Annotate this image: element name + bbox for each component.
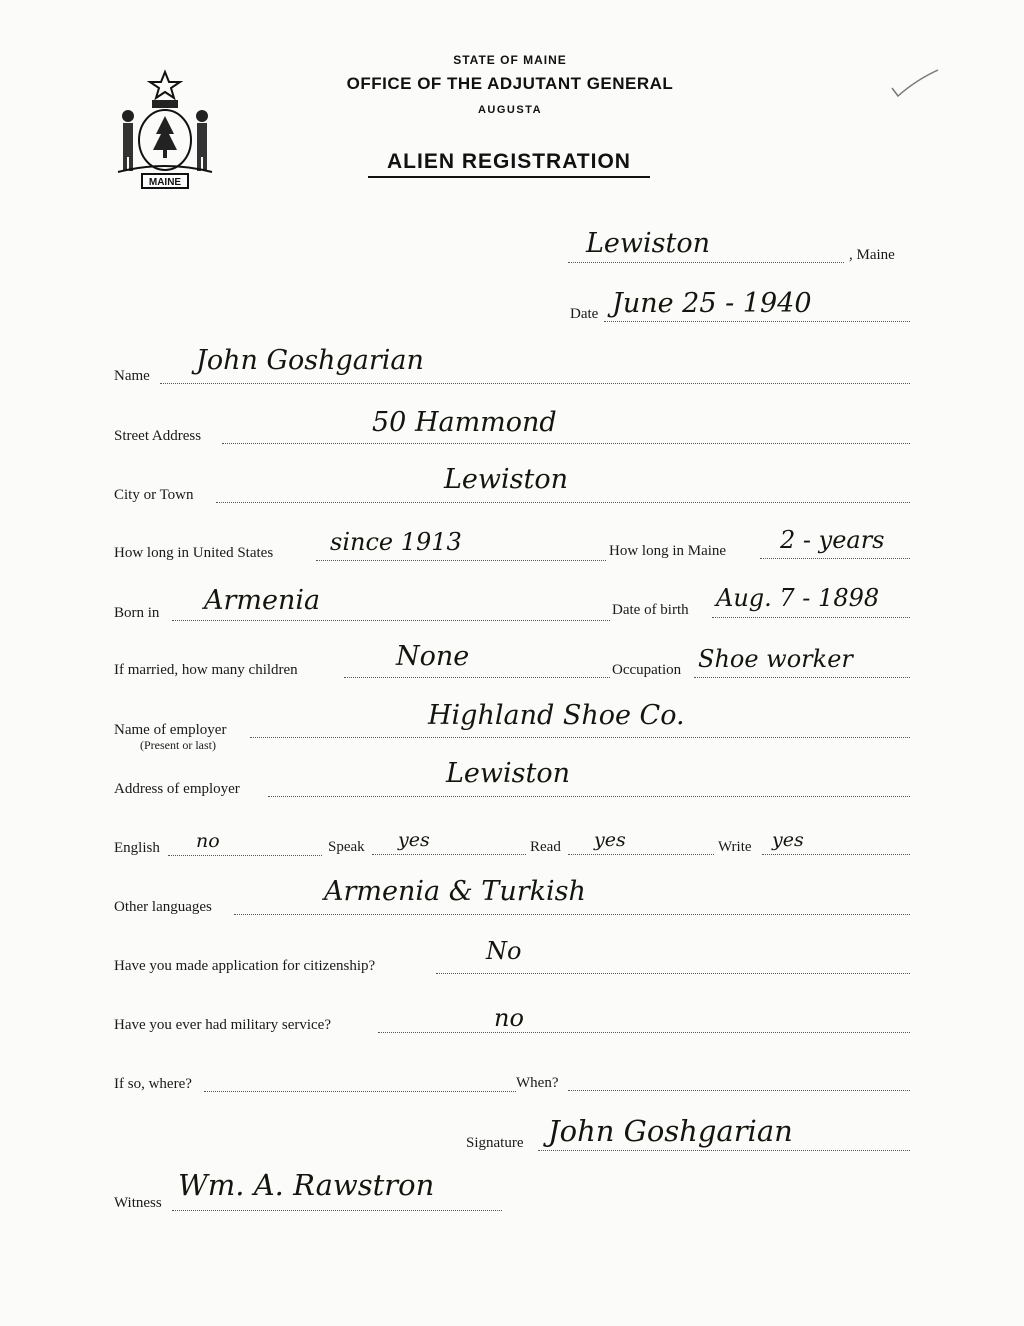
where-line (204, 1091, 516, 1092)
office-heading: OFFICE OF THE ADJUTANT GENERAL (346, 74, 674, 93)
signature-line (538, 1150, 910, 1151)
occupation-line (694, 677, 910, 678)
seal-text: MAINE (148, 177, 182, 188)
other-lang-line (234, 914, 910, 915)
write-line (762, 854, 910, 855)
city-heading: AUGUSTA (477, 104, 543, 116)
signature-label: Signature (466, 1135, 524, 1151)
citizenship-label: Have you made application for citizenship? (114, 958, 376, 974)
other-lang-value[interactable]: Armenia & Turkish (324, 876, 586, 907)
born-in-line (172, 620, 610, 621)
military-value[interactable]: no (494, 1004, 524, 1032)
date-line (604, 321, 910, 322)
read-label: Read (530, 839, 561, 855)
city-town-label: City or Town (114, 487, 194, 503)
street-line (222, 443, 910, 444)
witness-value[interactable]: Wm. A. Rawstron (178, 1168, 435, 1202)
how-long-me-line (760, 558, 910, 559)
state-heading: STATE OF MAINE (453, 53, 567, 67)
witness-line (172, 1210, 502, 1211)
check-mark-icon (888, 66, 940, 100)
other-lang-label: Other languages (114, 899, 212, 915)
occupation-value[interactable]: Shoe worker (698, 645, 853, 673)
speak-label: Speak (328, 839, 365, 855)
employer-addr-value[interactable]: Lewiston (446, 758, 571, 789)
employer-line (250, 737, 910, 738)
when-line (568, 1090, 910, 1091)
how-long-us-value[interactable]: since 1913 (330, 528, 462, 556)
citizenship-value[interactable]: No (486, 937, 522, 965)
occupation-label: Occupation (612, 662, 682, 678)
write-label: Write (718, 839, 752, 855)
military-label: Have you ever had military service? (114, 1017, 331, 1033)
street-value[interactable]: 50 Hammond (372, 407, 557, 438)
when-label: When? (516, 1075, 559, 1091)
city-town-line (216, 502, 910, 503)
english-value[interactable]: no (196, 830, 220, 852)
how-long-us-label: How long in United States (114, 545, 274, 561)
read-line (568, 854, 714, 855)
military-line (378, 1032, 910, 1033)
children-label: If married, how many children (114, 662, 298, 678)
how-long-us-line (316, 560, 606, 561)
state-seal-icon (112, 68, 218, 194)
date-birth-value[interactable]: Aug. 7 - 1898 (716, 584, 880, 612)
name-label: Name (114, 368, 150, 384)
english-line (168, 855, 322, 856)
form-title: ALIEN REGISTRATION (368, 150, 650, 178)
read-value[interactable]: yes (594, 829, 626, 851)
speak-value[interactable]: yes (398, 829, 430, 851)
born-in-value[interactable]: Armenia (204, 585, 321, 616)
where-label: If so, where? (114, 1076, 192, 1092)
employer-addr-label: Address of employer (114, 781, 240, 797)
place-label: , Maine (849, 247, 895, 263)
street-label: Street Address (114, 428, 202, 444)
employer-label: Name of employer (114, 722, 227, 738)
how-long-me-label: How long in Maine (609, 543, 727, 559)
place-value[interactable]: Lewiston (586, 228, 711, 259)
english-label: English (114, 840, 160, 856)
employer-value[interactable]: Highland Shoe Co. (428, 700, 685, 731)
children-line (344, 677, 610, 678)
employer-sublabel: (Present or last) (140, 738, 216, 752)
date-value[interactable]: June 25 - 1940 (612, 288, 812, 319)
children-value[interactable]: None (396, 641, 470, 672)
signature-value[interactable]: John Goshgarian (548, 1114, 793, 1148)
date-label: Date (570, 306, 599, 322)
citizenship-line (436, 973, 910, 974)
speak-line (372, 854, 526, 855)
employer-addr-line (268, 796, 910, 797)
name-value[interactable]: John Goshgarian (196, 345, 424, 376)
city-town-value[interactable]: Lewiston (444, 464, 569, 495)
date-birth-line (712, 617, 910, 618)
place-line (568, 262, 844, 263)
date-birth-label: Date of birth (612, 602, 689, 618)
write-value[interactable]: yes (772, 829, 804, 851)
witness-label: Witness (114, 1195, 162, 1211)
how-long-me-value[interactable]: 2 - years (780, 526, 885, 554)
name-line (160, 383, 910, 384)
born-in-label: Born in (114, 605, 160, 621)
